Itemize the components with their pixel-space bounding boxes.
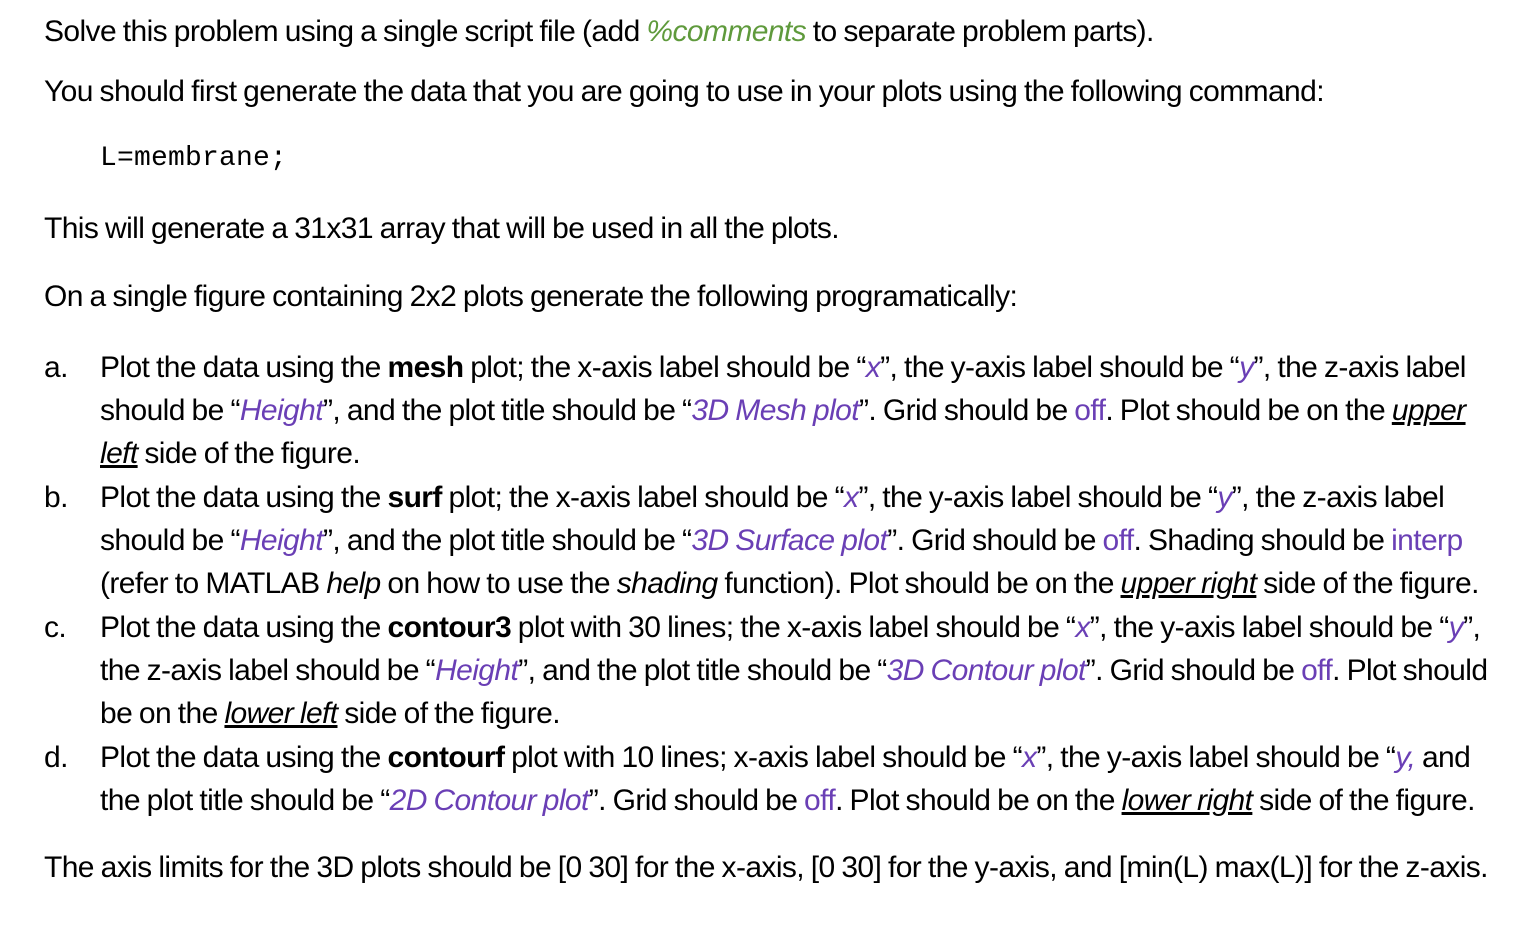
text-span: ”. Grid should be	[1085, 654, 1302, 687]
text-span: Plot the data using the	[100, 741, 388, 774]
plot-title-value: 3D Mesh plot	[691, 394, 859, 427]
grid-value: off	[1301, 654, 1333, 687]
text-span: ”, and the plot title should be “	[322, 394, 692, 427]
text-span: . Plot should be on the	[835, 784, 1122, 817]
intro-text: Solve this problem using a single script file (add	[44, 15, 647, 48]
text-line	[100, 389, 1530, 432]
intro-line-1	[44, 15, 1154, 49]
text-line	[100, 736, 1530, 779]
axis-label-value: x	[1075, 611, 1090, 644]
shading-keyword: shading	[616, 567, 718, 600]
text-span: ”, and the plot title should be “	[322, 524, 692, 557]
text-span: . Plot should	[1332, 654, 1488, 687]
text-span: ”, the y-axis label should be “	[1036, 741, 1396, 774]
position-value: upper right	[1120, 567, 1257, 600]
text-span: function). Plot should be on the	[717, 567, 1121, 600]
position-value: upper	[1391, 394, 1466, 427]
position-value: left	[100, 437, 138, 470]
intro-line-3: This will generate a 31x31 array that will be used in all the plots.	[44, 212, 839, 245]
list-item-body	[100, 346, 1530, 475]
function-name: mesh	[387, 351, 464, 384]
text-span: (refer to MATLAB	[100, 567, 327, 600]
list-item-body	[100, 736, 1530, 822]
text-span: the z-axis label should be “	[100, 654, 436, 687]
text-line	[100, 692, 1530, 735]
shading-value: interp	[1391, 524, 1463, 557]
help-keyword: help	[326, 567, 381, 600]
list-marker: c.	[44, 611, 67, 644]
axis-label-value: x	[844, 481, 859, 514]
grid-value: off	[1074, 394, 1106, 427]
function-name: contour3	[387, 611, 512, 644]
axis-label-value: y	[1448, 611, 1464, 644]
list-marker: a.	[44, 351, 68, 384]
text-span: on how to use the	[380, 567, 617, 600]
plot-title-value: 3D Contour plot	[886, 654, 1086, 687]
list-item-body	[100, 606, 1530, 735]
position-value: lower left	[224, 697, 338, 730]
code-command: L=membrane;	[100, 143, 288, 174]
grid-value: off	[804, 784, 836, 817]
text-span: plot with 10 lines; x-axis label should be “	[504, 741, 1022, 774]
plot-title-value: 3D Surface plot	[691, 524, 888, 557]
text-span: side of the figure.	[137, 437, 361, 470]
text-span: ”. Grid should be	[858, 394, 1075, 427]
text-span: and	[1415, 741, 1471, 774]
text-line	[100, 779, 1530, 822]
text-span: ”, the z-axis label	[1231, 481, 1445, 514]
text-span: be on the	[100, 697, 225, 730]
text-span: plot; the x-axis label should be “	[463, 351, 866, 384]
text-span: Plot the data using the	[100, 611, 388, 644]
text-span: side of the figure.	[1252, 784, 1475, 817]
list-marker: b.	[44, 481, 68, 514]
text-span: should be “	[100, 394, 240, 427]
axis-label-value: Height	[239, 394, 323, 427]
axis-label-value: y	[1239, 351, 1254, 384]
axis-label-value: Height	[239, 524, 323, 557]
text-line	[100, 519, 1530, 562]
text-span: ”, the z-axis label	[1253, 351, 1466, 384]
text-line	[100, 432, 1530, 475]
text-span: Plot the data using the	[100, 481, 388, 514]
text-span: the plot title should be “	[100, 784, 390, 817]
text-span: . Shading should be	[1133, 524, 1392, 557]
text-span: ”,	[1463, 611, 1481, 644]
axis-label-value: x	[1021, 741, 1037, 774]
comments-keyword: %comments	[646, 15, 807, 48]
text-span: . Plot should be on the	[1105, 394, 1392, 427]
list-item-body	[100, 476, 1530, 605]
grid-value: off	[1102, 524, 1134, 557]
text-line	[100, 649, 1530, 692]
text-span: ”. Grid should be	[887, 524, 1103, 557]
plot-title-value: 2D Contour plot	[389, 784, 589, 817]
text-span: plot; the x-axis label should be “	[441, 481, 845, 514]
text-span: ”, the y-axis label should be “	[1089, 611, 1449, 644]
text-span: plot with 30 lines; the x-axis label should be “	[511, 611, 1076, 644]
text-line	[100, 606, 1530, 649]
text-span: should be “	[100, 524, 240, 557]
axis-label-value: x	[865, 351, 881, 384]
text-span: side of the figure.	[1256, 567, 1479, 600]
footer-line: The axis limits for the 3D plots should be [0 30] for the x-axis, [0 30] for the y-axis, and [min(L) max(L)] for the z-axis.	[44, 851, 1488, 884]
function-name: contourf	[387, 741, 505, 774]
text-span: ”, the y-axis label should be “	[880, 351, 1240, 384]
text-span: Plot the data using the	[100, 351, 388, 384]
position-value: lower right	[1121, 784, 1253, 817]
intro-line-4: On a single figure containing 2x2 plots generate the following programatically:	[44, 280, 1018, 313]
axis-label-value: y	[1217, 481, 1232, 514]
function-name: surf	[387, 481, 442, 514]
intro-line-2: You should first generate the data that you are going to use in your plots using the following command:	[44, 75, 1324, 108]
text-line	[100, 476, 1530, 519]
intro-text: to separate problem parts).	[806, 15, 1154, 48]
text-line	[100, 346, 1530, 389]
text-span: ”, the y-axis label should be “	[858, 481, 1218, 514]
text-span: ”, and the plot title should be “	[518, 654, 887, 687]
axis-label-value: Height	[435, 654, 519, 687]
list-marker: d.	[44, 741, 68, 774]
text-span: side of the figure.	[337, 697, 560, 730]
text-span: ”. Grid should be	[588, 784, 805, 817]
axis-label-value: y,	[1395, 741, 1416, 774]
text-line	[100, 562, 1530, 605]
